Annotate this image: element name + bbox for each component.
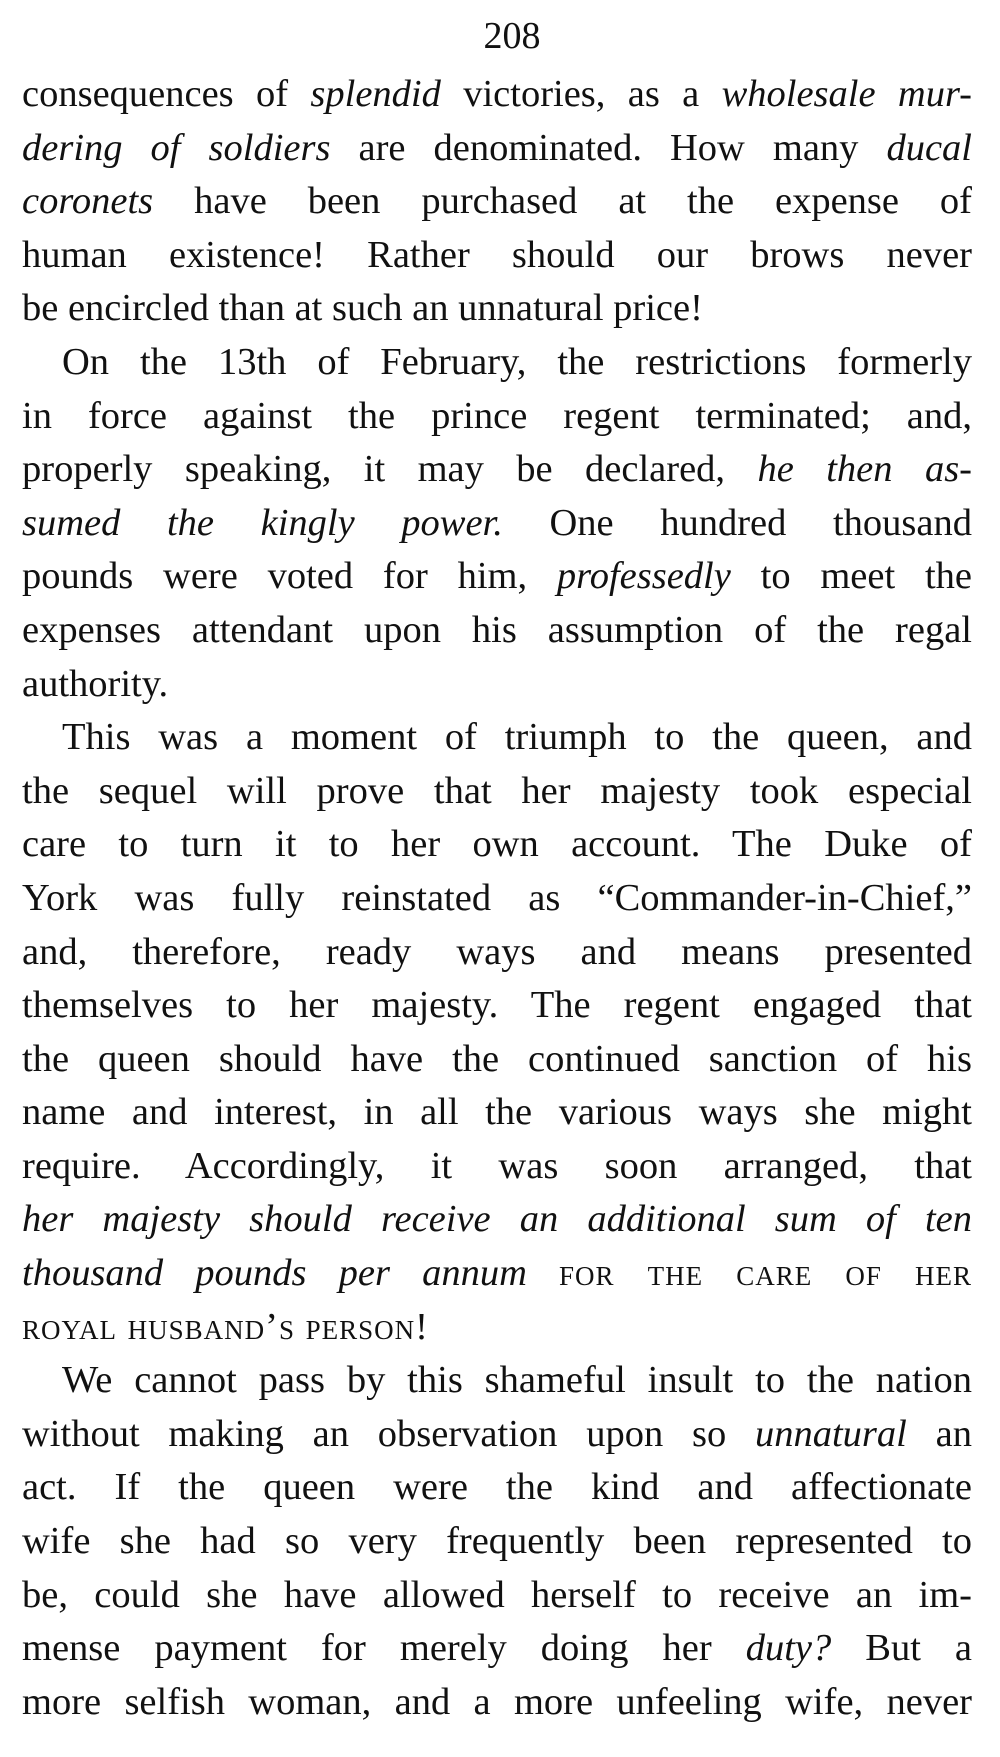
text-line <box>22 1515 972 1569</box>
text-run: to meet the <box>730 555 972 598</box>
text-line <box>22 711 972 765</box>
text-run <box>527 1252 559 1294</box>
text-line <box>22 390 972 444</box>
text-run: are denominated. How many <box>330 126 887 169</box>
text-line <box>22 1247 972 1301</box>
text-run: victories, as a <box>440 73 722 115</box>
text-run: properly speaking, it may be declared, <box>22 448 758 491</box>
italic-text: sumed the kingly power. <box>22 501 503 544</box>
book-page <box>22 10 972 1729</box>
text-run: authority. <box>22 662 169 705</box>
text-run: more selfish woman, and a more unfeeling wife, never <box>22 1680 972 1723</box>
text-run: be encircled than at such an unnatural price! <box>22 287 703 330</box>
body-text <box>22 68 972 1729</box>
italic-text: duty? <box>745 1627 832 1670</box>
text-run: York was fully reinstated as “Commander-in-Chief,” <box>22 876 972 919</box>
text-line <box>22 1086 972 1140</box>
text-run: act. If the queen were the kind and affectionate <box>22 1466 972 1509</box>
text-run: and, therefore, ready ways and means presented <box>22 930 972 973</box>
text-line <box>22 443 972 497</box>
text-line <box>22 979 972 1033</box>
text-run: an <box>906 1412 972 1455</box>
text-run: On the 13th of February, the restrictions formerly <box>62 340 972 383</box>
italic-text: thousand pounds per annum <box>22 1252 527 1295</box>
text-run: be, could she have allowed herself to receive an im- <box>22 1573 972 1616</box>
italic-text: splendid <box>310 73 441 115</box>
text-line <box>22 1193 972 1247</box>
paragraph <box>22 711 972 1354</box>
text-run: care to turn it to her own account. The Duke of <box>22 823 972 866</box>
small-caps-text: for the care of her <box>559 1252 973 1295</box>
text-line <box>22 122 972 176</box>
text-line <box>22 1408 972 1462</box>
text-run: human existence! Rather should our brows never <box>22 233 972 276</box>
text-line <box>22 1622 972 1676</box>
small-caps-text: royal husband’s person <box>22 1305 416 1348</box>
text-line <box>22 1676 972 1730</box>
text-run: This was a moment of triumph to the queen, and <box>62 716 972 759</box>
text-line <box>22 1033 972 1087</box>
paragraph <box>22 1354 972 1729</box>
text-line <box>22 1569 972 1623</box>
text-run: consequences of <box>22 73 311 115</box>
text-run: We cannot pass by this shameful insult to the nation <box>62 1359 972 1402</box>
text-line <box>22 765 972 819</box>
text-run: in force against the prince regent terminated; and, <box>22 394 972 437</box>
text-line <box>22 336 972 390</box>
text-line <box>22 1354 972 1408</box>
text-run: ! <box>415 1305 428 1348</box>
paragraph <box>22 68 972 336</box>
text-line <box>22 550 972 604</box>
italic-text: her majesty should receive an additional sum of ten <box>22 1198 972 1241</box>
paragraph <box>22 336 972 711</box>
text-run: mense payment for merely doing her <box>22 1627 746 1670</box>
text-line <box>22 1461 972 1515</box>
text-run: expenses attendant upon his assumption of the regal <box>22 608 972 651</box>
text-run: without making an observation upon so <box>22 1412 755 1455</box>
text-run: the sequel will prove that her majesty took especial <box>22 769 972 812</box>
text-run: have been purchased at the expense of <box>153 180 972 223</box>
text-run: require. Accordingly, it was soon arranged, that <box>22 1144 972 1187</box>
text-line <box>22 175 972 229</box>
text-run: the queen should have the continued sanction of his <box>22 1037 972 1080</box>
text-run: wife she had so very frequently been represented to <box>22 1520 972 1563</box>
text-run: pounds were voted for him, <box>22 555 557 598</box>
text-line <box>22 604 972 658</box>
text-line <box>22 926 972 980</box>
text-line <box>22 229 972 283</box>
italic-text: coronets <box>22 180 154 223</box>
text-line <box>22 872 972 926</box>
text-line <box>22 818 972 872</box>
italic-text: unnatural <box>754 1412 907 1455</box>
italic-text: professedly <box>556 555 731 598</box>
text-run: themselves to her majesty. The regent engaged that <box>22 984 972 1027</box>
italic-text: he then as- <box>757 448 972 491</box>
text-line <box>22 1140 972 1194</box>
italic-text: dering of soldiers <box>22 126 331 169</box>
page-number: 208 <box>483 15 541 57</box>
text-run: One hundred thousand <box>502 501 972 544</box>
italic-text: wholesale mur- <box>721 73 972 115</box>
text-line <box>22 497 972 551</box>
italic-text: ducal <box>886 126 972 169</box>
text-line <box>22 1301 972 1355</box>
text-line <box>22 68 972 122</box>
text-line <box>22 658 972 712</box>
text-run: name and interest, in all the various ways she might <box>22 1091 972 1134</box>
text-line <box>22 282 972 336</box>
text-run: But a <box>831 1627 973 1670</box>
